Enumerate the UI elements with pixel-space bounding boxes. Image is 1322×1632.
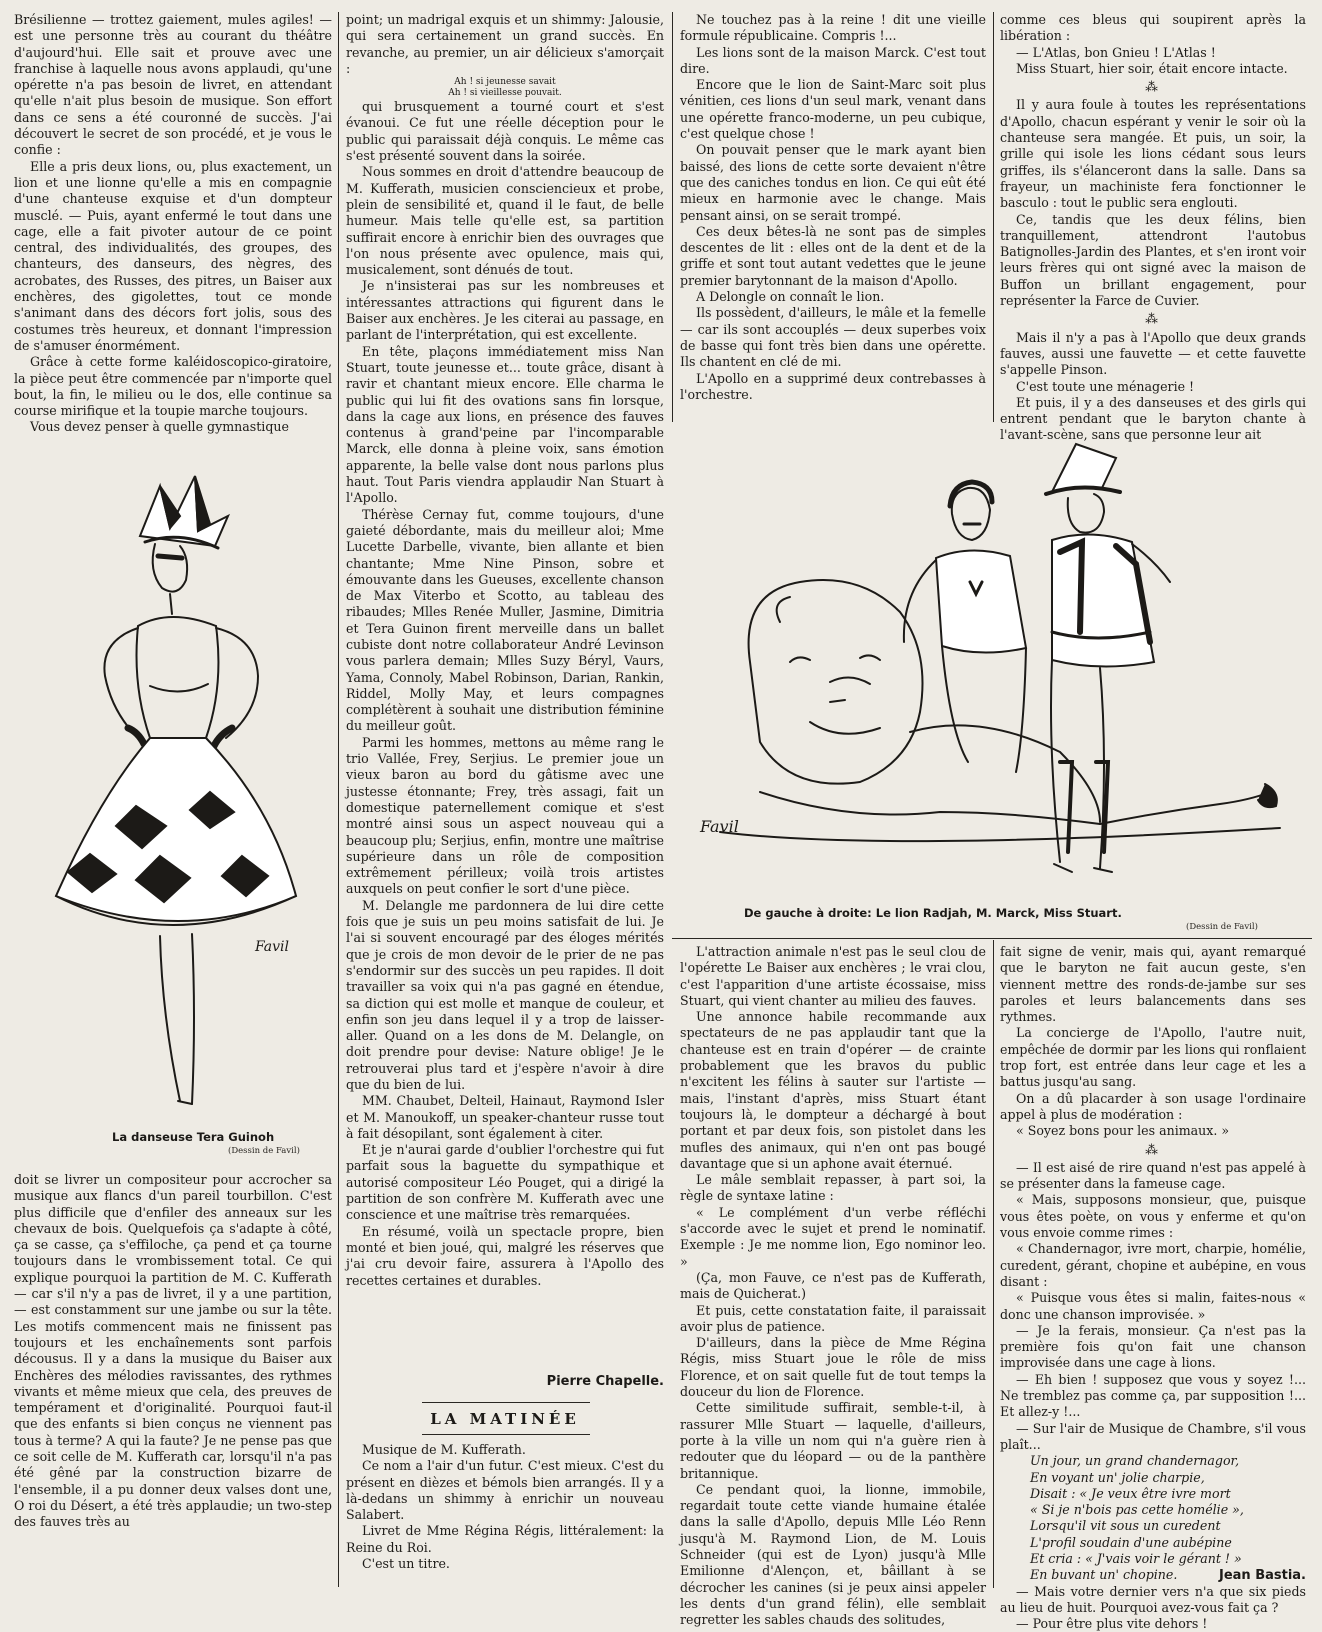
paragraph: L'attraction animale n'est pas le seul clou de l'opérette Le Baiser aux enchères ; le vrai clou, c'est l'apparition d'une artiste écossaise, miss Stuart, qui vient chanter au milieu des fauves. — [680, 944, 986, 1008]
paragraph: La concierge de l'Apollo, l'autre nuit, empêchée de dormir par les lions qui ronflaient trop fort, est entrée dans leur cage et les a battus jusqu'au sang. — [1000, 1025, 1306, 1090]
paragraph: D'ailleurs, dans la pièce de Mme Régina Régis, miss Stuart joue le rôle de miss Florence, et on sait quelle fut de tout temps la douceur du lion de Florence. — [680, 1335, 986, 1400]
paragraph: « Puisque vous êtes si malin, faites-nous « donc une chanson improvisée. » — [1000, 1290, 1306, 1322]
paragraph: C'est toute une ménagerie ! — [1016, 378, 1195, 394]
paragraph: Et je n'aurai garde d'oublier l'orchestre qui fut parfait sous la baguette du sympathique et autorisé compositeur Léo Pouget, qui a dirigé la partition de son confrère M. Kufferath avec une conscience et une maîtrise très remarquées. — [346, 1142, 664, 1223]
paragraph: L'Apollo en a supprimé deux contrebasses à l'orchestre. — [680, 370, 986, 402]
paragraph: L'profil soudain d'une aubépine — [1030, 1534, 1232, 1550]
paragraph: Ne touchez pas à la reine ! dit une vieille formule républicaine. Compris !... — [680, 12, 986, 44]
matinee-column — [346, 1442, 664, 1588]
paragraph: Un jour, un grand chandernagor, — [1030, 1453, 1240, 1469]
paragraph: Les lions sont de la maison Marck. C'est tout dire. — [680, 44, 986, 76]
paragraph: « Chandernagor, ivre mort, charpie, homélie, curedent, gérant, chopine et aubépine, en vous disant : — [1000, 1241, 1306, 1289]
paragraph: Ces deux bêtes-là ne sont pas de simples descentes de lit : elles ont de la dent et de la griffe et sont tout autant vedettes que le jeune premier barytonnant de la maison d'Apollo. — [680, 223, 986, 288]
artist-signature: Favil — [700, 817, 739, 836]
dancer-credit: (Dessin de Favil) — [228, 1146, 300, 1156]
paragraph: Une annonce habile recommande aux spectateurs de ne pas applaudir tant que la chanteuse est en train d'opérer — de crainte probablement que les bravos du public n'excitent les félins à sauter sur l'artiste — mais, l'instant d'après, miss Stuart étant toujours là, le dompteur a déchargé à bout portant et par deux fois, son pistolet dans les mufles des animaux, qui n'en ont pas bougé davantage que si un aphone avait éternué. — [680, 1009, 986, 1171]
dancer-caption: La danseuse Tera Guinoh — [112, 1130, 275, 1144]
paragraph: « Mais, supposons monsieur, que, puisque vous êtes poète, on vous y enferme et qu'on vous envoie comme rimes : — [1000, 1192, 1306, 1241]
article-column-3-top — [680, 12, 986, 422]
article-column-4-top — [1000, 12, 1306, 443]
paragraph: MM. Chaubet, Delteil, Hainaut, Raymond Isler et M. Manoukoff, un speaker-chanteur russe tout à fait désopilant, sont également à citer. — [346, 1093, 664, 1141]
paragraph: Disait : « Je veux être ivre mort — [1030, 1485, 1231, 1501]
article-column-3-bottom — [680, 944, 986, 1628]
paragraph: Ce, tandis que les deux félins, bien tranquillement, attendront l'autobus Batignolles-Jardin des Plantes, et s'en iront voir leurs frères qui ont signé avec la maison de Buffon un brillant engagement, pour représenter la Farce de Cuvier. — [1000, 211, 1306, 309]
paragraph: ⁂ — [1145, 79, 1161, 95]
paragraph: Ce pendant quoi, la lionne, immobile, regardait toute cette viande humaine étalée dans la salle d'Apollo, depuis Mlle Léo Renn jusqu'à M. Raymond Lion, de M. Louis Schneider (qui est de Lyon) jusqu'à Mlle Emilionne d'Alençon, et, bâillant à se décrocher les canines (si je peux ainsi appeler les dents d'un grand félin), elle semblait regretter les sables chauds des solitudes, — [680, 1481, 986, 1628]
paragraph: ⁂ — [1145, 311, 1161, 327]
paragraph: Nous sommes en droit d'attendre beaucoup de M. Kufferath, musicien consciencieux et probe, plein de sensibilité et, quand il le faut, de belle humeur. Mais telle qu'elle est, sa partition suffirait encore à enrichir bien des ouvrages que l'on nous présente avec opulence, mais qui, musicalement, sont dénués de tout. — [346, 164, 664, 278]
paragraph: M. Delangle me pardonnera de lui dire cette fois que je suis un peu moins satisfait de lui. Je l'ai si souvent encouragé par des éloges mérités que je crois de mon devoir de le prier de ne pas s'endormir sur des succès un peu rapides. Il doit travailler sa voix qui n'a pas gagné en étendue, sa diction qui est molle et manque de couleur, et enfin son jeu dans lequel il y a trop de laisser-aller. Quand on a les dons de M. Delangle, on doit prendre pour devise: Nature oblige! Je le retrouverai plus tard et j'espère n'avoir à dire que du bien de lui. — [346, 897, 664, 1092]
paragraph: Ils possèdent, d'ailleurs, le mâle et la femelle — car ils sont accouplés — deux superbes voix de basse qui font très bien dans une opérette. Ils chantent en clé de mi. — [680, 305, 986, 370]
paragraph: Miss Stuart, hier soir, était encore intacte. — [1016, 60, 1288, 76]
paragraph: Cette similitude suffirait, semble-t-il, à rassurer Mlle Stuart — laquelle, d'ailleurs, porte à la ville un nom qui n'a guère rien à redouter que du léopard — ou de la panthère britannique. — [680, 1400, 986, 1481]
paragraph: Musique de M. Kufferath. — [362, 1442, 526, 1457]
paragraph: ⁂ — [1145, 1141, 1161, 1157]
paragraph: Ah ! si vieillesse pouvait. — [448, 88, 562, 99]
paragraph: fait signe de venir, mais qui, ayant remarqué que le baryton ne fait aucun geste, s'en viennent mettre des ronds-de-jambe sur ses paroles et leurs balancements dans ses rythmes. — [1000, 944, 1306, 1025]
paragraph: — Sur l'air de Musique de Chambre, s'il vous plaît... — [1000, 1420, 1306, 1452]
paragraph: Parmi les hommes, mettons au même rang le trio Vallée, Frey, Serjius. Le premier joue un vieux baron au bord du gâtisme avec une justesse étonnante; Frey, très assagi, fait un domestique paternellement comique et s'est montré ainsi sous un aspect nouveau qui a beaucoup plu; Serjius, enfin, montre une maîtrise supérieure dans un rôle de composition extrêmement périlleux; voilà trois artistes auxquels on peut confier le sort d'une pièce. — [346, 734, 664, 897]
column-rule — [993, 940, 994, 1588]
lion-credit: (Dessin de Favil) — [1186, 922, 1258, 932]
article-signature: Pierre Chapelle. — [546, 1374, 664, 1389]
paragraph: point; un madrigal exquis et un shimmy: Jalousie, qui sera certainement un grand succès. En revanche, au premier, un air délicieux s'amorçait : — [346, 12, 664, 76]
paragraph: comme ces bleus qui soupirent après la libération : — [1000, 12, 1306, 44]
paragraph: Le mâle semblait repasser, à part soi, la règle de syntaxe latine : — [680, 1172, 986, 1204]
paragraph: A Delongle on connaît le lion. — [696, 289, 885, 305]
paragraph: doit se livrer un compositeur pour accrocher sa musique aux flancs d'un pareil tourbillon. C'est plus difficile que d'enfiler des anneaux sur les chevaux de bois. Quelquefois ça s'adapte à côté, ça se casse, ça s'effiloche, ça pend et ça tourne toujours dans le vrombissement total. Ce qui explique pourquoi la partition de M. C. Kufferath — car s'il n'y a pas de livret, il y a une partition, — est constamment sur une jambe ou sur la tête. Les motifs commencent mais ne finissent pas toujours et les enchaînements sont parfois décousus. Il y a dans la musique du Baiser aux Enchères des mélodies ravissantes, des rythmes vivants et même mieux que cela, des preuves de tempérament et d'originalité. Pourquoi faut-il que des enfants si bien conçus ne viennent pas tous à terme? A qui la faute? Je ne pense pas que ce soit celle de M. Kufferath car, lorsqu'il n'a pas été gêné par la construction bizarre de l'ensemble, il a pu donner deux valses dont une, O roi du Désert, a été très applaudie; un two-step des fauves très au — [14, 1172, 332, 1530]
paragraph: Ce nom a l'air d'un futur. C'est mieux. C'est du présent en dièzes et bémols bien arrangés. Il y a là-dedans un shimmy à enrichir un nouveau Salabert. — [346, 1458, 664, 1523]
paragraph: On a dû placarder à son usage l'ordinaire appel à plus de modération : — [1000, 1090, 1306, 1122]
paragraph: Et cria : « J'vais voir le gérant ! » — [1030, 1550, 1242, 1566]
lion-caption: De gauche à droite: Le lion Radjah, M. Marck, Miss Stuart. — [744, 906, 1122, 920]
column-rule — [338, 12, 339, 1587]
column-rule — [993, 12, 994, 422]
paragraph: Je n'insisterai pas sur les nombreuses et intéressantes attractions qui figurent dans le Baiser aux enchères. Je les citerai au passage, en parlant de l'interprétation, qui est excellente. — [346, 278, 664, 343]
paragraph: — Mais votre dernier vers n'a que six pieds au lieu de huit. Pourquoi avez-vous fait ça ? — [1000, 1583, 1306, 1615]
paragraph: En tête, plaçons immédiatement miss Nan Stuart, toute jeunesse et... toute grâce, disant à ravir et chantant mieux encore. Elle charma le public qui lui fit des ovations sans fin lorsque, dans la cage aux lions, en présence des fauves contenus à grand'peine par l'incomparable Marck, elle donna à pleine voix, sans émotion apparente, la belle valse dont nous parlons plus haut. Tout Paris viendra applaudir Nan Stuart à l'Apollo. — [346, 343, 664, 506]
paragraph: « Si je n'bois pas cette homélie », — [1030, 1502, 1244, 1518]
paragraph: C'est un titre. — [362, 1556, 450, 1572]
section-heading: LA MATINÉE — [430, 1410, 580, 1428]
section-rule — [672, 938, 1312, 939]
paragraph: Ah ! si jeunesse savait — [454, 77, 556, 88]
paragraph: Vous devez penser à quelle gymnastique — [30, 419, 289, 435]
paragraph: Thérèse Cernay fut, comme toujours, d'une gaieté débordante, mais du meilleur aloi; Mme Lucette Darbelle, vivante, bien allante et bien chantante; Mme Nine Pinson, sobre et émouvante dans les Gueuses, excellente chanson de Max Viterbo et Scotto, au tableau des ribaudes; Mlles Renée Muller, Jasmine, Dimitria et Tera Guinon firent merveille dans un ballet cubiste dont notre collaborateur André Levinson vous parlera demain; Mlles Suzy Béryl, Vaurs, Yama, Connoly, Mabel Robinson, Darian, Rankin, Riddel, Molly May, et leurs compagnes complétèrent à souhait une distribution féminine du meilleur goût. — [346, 506, 664, 734]
column-rule — [672, 12, 673, 422]
paragraph: Il y aura foule à toutes les représentations d'Apollo, chacun espérant y venir le soir où la chanteuse sera mangée. Et puis, un soir, la grille qui isole les lions cédant sous leurs griffes, ils s'élanceront dans la salle. Dans sa frayeur, un machiniste fera fonctionner le basculo : tout le public sera englouti. — [1000, 97, 1306, 211]
paragraph: — L'Atlas, bon Gnieu ! L'Atlas ! — [1016, 44, 1216, 60]
paragraph: — Je la ferais, monsieur. Ça n'est pas la première fois qu'on fait une chanson improvisée dans une cage à lions. — [1000, 1322, 1306, 1371]
paragraph: (Ça, mon Fauve, ce n'est pas de Kufferath, mais de Quicherat.) — [680, 1269, 986, 1302]
paragraph: On pouvait penser que le mark ayant bien baissé, des lions de cette sorte devaient n'être que des caniches tondus en lion. Ce qui eût été mieux en harmonie avec le change. Mais pensant ainsi, on se serait trompé. — [680, 142, 986, 223]
paragraph: — Il est aisé de rire quand n'est pas appelé à se présenter dans la fameuse cage. — [1000, 1159, 1306, 1192]
paragraph: Et puis, il y a des danseuses et des girls qui entrent pendant que le baryton chante à l'avant-scène, sans que personne leur ait — [1000, 394, 1306, 443]
paragraph: Et puis, cette constatation faite, il paraissait avoir plus de patience. — [680, 1302, 986, 1334]
paragraph: Lorsqu'il vit sous un curedent — [1030, 1518, 1221, 1534]
paragraph: — Eh bien ! supposez que vous y soyez !... Ne tremblez pas comme ça, par supposition !... Et allez-y !... — [1000, 1371, 1306, 1420]
article-column-1-bottom — [14, 1172, 332, 1587]
heading-rule — [422, 1434, 590, 1435]
paragraph: En buvant un' chopine. — [1030, 1567, 1178, 1583]
paragraph: Mais il n'y a pas à l'Apollo que deux grands fauves, aussi une fauvette — et cette fauvette s'appelle Pinson. — [1000, 329, 1306, 378]
lion-illustration — [680, 432, 1310, 902]
paragraph: — Pour être plus vite dehors ! — [1016, 1616, 1208, 1632]
paragraph: En voyant un' jolie charpie, — [1030, 1469, 1205, 1485]
paragraph: qui brusquement a tourné court et s'est évanoui. Ce fut une réelle déception pour le public qui paraissait déjà conquis. Le même cas s'est présenté souvent dans la soirée. — [346, 99, 664, 164]
article-column-2 — [346, 12, 664, 1388]
paragraph: « Le complément d'un verbe réfléchi s'accorde avec le sujet et prend le nominatif. Exemple : Je me nomme lion, Ego nominor leo. » — [680, 1204, 986, 1269]
artist-signature: Favil — [255, 939, 289, 955]
paragraph: Livret de Mme Régina Régis, littéralement: la Reine du Roi. — [346, 1523, 664, 1555]
paragraph: Brésilienne — trottez gaiement, mules agiles! — est une personne très au courant du théâtre d'aujourd'hui. Elle sait et prouve avec une franchise à laquelle nous avons applaudi, qu'une opérette n'a pas besoin de livret, en attendant qu'elle n'ait plus besoin de musique. Son effort dans ce sens a été couronné de succès. J'ai découvert le secret de son procédé, et je vous le confie : — [14, 12, 332, 158]
paragraph: Elle a pris deux lions, ou, plus exactement, un lion et une lionne qu'elle a mis en compagnie d'une chanteuse exquise et d'un dompteur musclé. — Puis, ayant enfermé le tout dans une cage, elle a fait pivoter autour de ce point central, des individualités, des groupes, des chanteurs, des danseurs, des nègres, des acrobates, des Russes, des pitres, un Baiser aux enchères, des gigolettes, tout ce monde s'animant dans des décors fort jolis, sous des costumes très heureux, et donnant l'impression de s'amuser énormément. — [14, 158, 332, 353]
paragraph: Encore que le lion de Saint-Marc soit plus vénitien, ces lions d'un seul mark, venant dans une opérette franco-moderne, un peu cubique, c'est quelque chose ! — [680, 77, 986, 142]
heading-rule — [422, 1402, 590, 1403]
dancer-illustration — [20, 476, 320, 1116]
paragraph: Grâce à cette forme kaléidoscopico-giratoire, la pièce peut être commencée par n'importe quel bout, la fin, le milieu ou le dos, elle continue sa course mirifique et la toupie marche toujours. — [14, 354, 332, 419]
article-column-1-top — [14, 12, 332, 464]
paragraph: En résumé, voilà un spectacle propre, bien monté et bien joué, qui, malgré les réserves que j'ai cru devoir faire, assurera à l'Apollo des recettes certaines et durables. — [346, 1223, 664, 1288]
article-signature: Jean Bastia. — [1218, 1568, 1306, 1583]
paragraph: « Soyez bons pour les animaux. » — [1016, 1123, 1230, 1139]
